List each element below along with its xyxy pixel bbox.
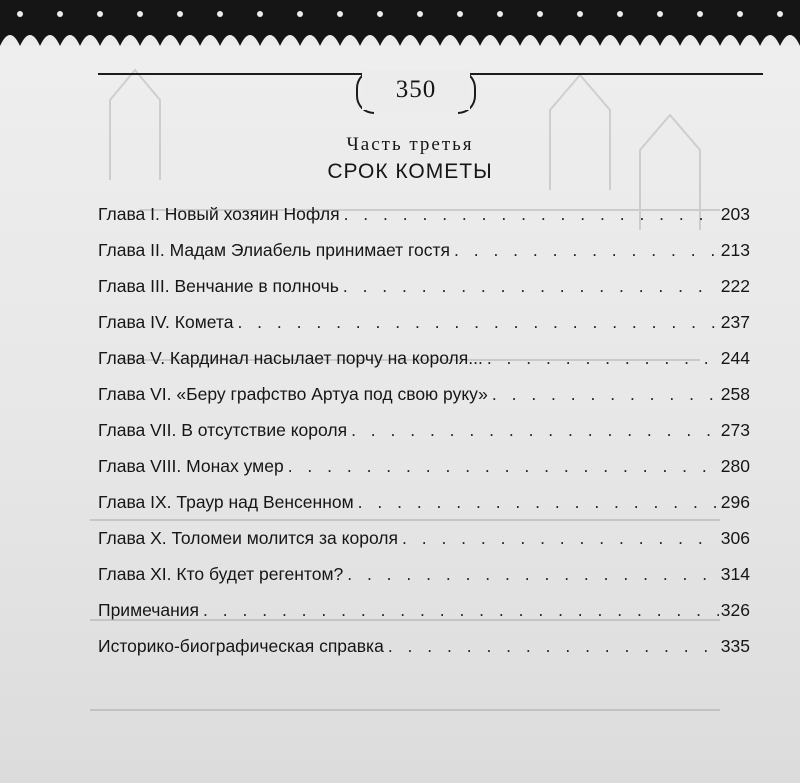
toc-entry [98,312,750,340]
toc-entry-page: 296 [720,492,750,512]
toc-entry-page: 237 [720,312,750,332]
toc-entry [98,420,750,448]
toc-entry-page: 280 [720,456,750,476]
toc-entry-title: Глава XI. Кто будет регентом? [98,564,344,584]
toc-entry [98,456,750,484]
part-title: СРОК КОМЕТЫ [327,160,493,183]
toc-entry-title: Глава IV. Комета [98,312,234,332]
toc-entry-title: Глава II. Мадам Элиабель принимает гостя [98,240,450,260]
toc-entry-title: Глава VI. «Беру графство Артуа под свою руку» [98,384,488,404]
page-number: 350 [362,70,470,110]
toc-entry [98,528,750,556]
toc-entry [98,348,750,376]
toc-entry-title: Глава III. Венчание в полночь [98,276,339,296]
toc-entry-title: Глава IX. Траур над Венсенном [98,492,354,512]
toc-entry-title: Глава I. Новый хозяин Нофля [98,204,340,224]
toc-entry-page: 222 [720,276,750,296]
toc-entry-title: Глава V. Кардинал насылает порчу на короля... [98,348,483,368]
toc-entry-page: 314 [720,564,750,584]
toc-entry [98,204,750,232]
dot-leader [340,204,719,225]
toc-entry-page: 203 [720,204,750,224]
toc-entry [98,384,750,412]
dot-leader [488,384,719,405]
toc-entry [98,276,750,304]
toc-entry-title: Глава VIII. Монах умер [98,456,284,476]
top-ornament-border [0,0,800,62]
dot-leader [199,600,719,621]
toc-entry-page: 306 [720,528,750,548]
dot-leader [354,492,719,513]
dot-leader [483,348,719,369]
toc-entry-page: 326 [720,600,750,620]
dot-leader [233,312,718,333]
dot-leader [339,276,719,297]
toc-entry [98,492,750,520]
toc-entry-page: 244 [720,348,750,368]
toc-entry-page: 273 [720,420,750,440]
toc-entry-page: 258 [720,384,750,404]
part-label: Часть третья [346,134,474,155]
dot-leader [347,420,719,441]
toc-entry-title: Историко-биографическая справка [98,636,384,656]
dot-leader [384,636,719,657]
dot-leader [284,456,719,477]
toc-entry-title: Примечания [98,600,200,620]
toc-entry-page: 335 [720,636,750,656]
dot-leader [398,528,719,549]
toc-entry [98,564,750,592]
toc-entry [98,636,750,664]
toc-entry-title: Глава VII. В отсутствие короля [98,420,348,440]
dot-leader [450,240,719,261]
toc-entry-page: 213 [720,240,750,260]
dot-leader [343,564,719,585]
toc-entry [98,240,750,268]
toc-entry [98,600,750,628]
toc-entry-title: Глава X. Толомеи молится за короля [98,528,398,548]
